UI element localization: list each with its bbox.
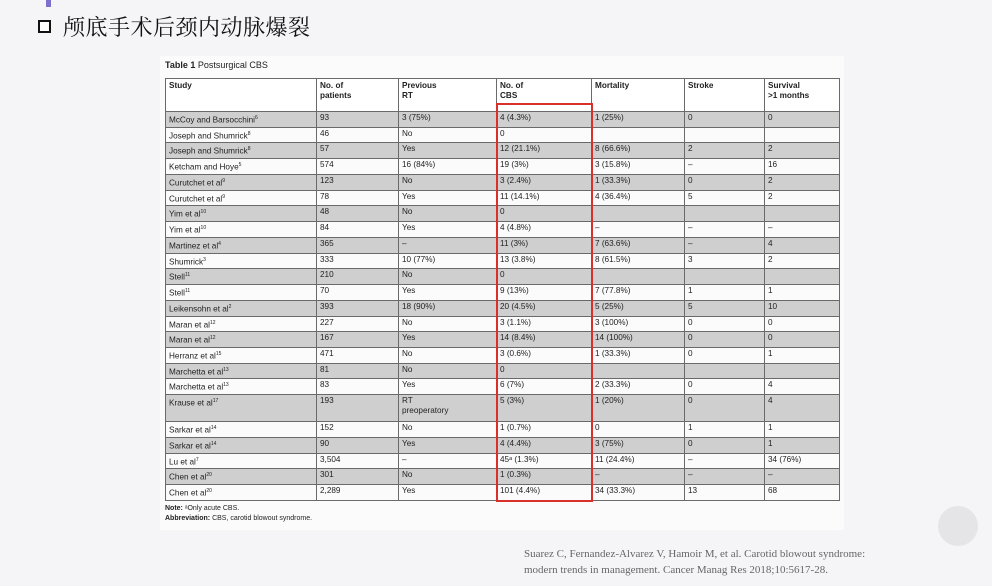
table-row [166, 316, 840, 332]
header-patients: No. of patients [317, 79, 399, 112]
cell-cbs: 9 (13%) [497, 285, 592, 301]
cell-cbs: 45ᵃ (1.3%) [497, 453, 592, 469]
cell-stroke [685, 127, 765, 143]
cell-survival [765, 363, 840, 379]
cell-study: Curutchet et $al^9$ [166, 174, 317, 190]
cell-previous-rt: Yes [399, 485, 497, 501]
table-caption-text: Postsurgical CBS [197, 60, 268, 70]
cell-stroke: 13 [685, 485, 765, 501]
cell-previous-rt: No [399, 174, 497, 190]
cell-study: Yim et $al^{10}$ [166, 222, 317, 238]
cell-previous-rt: 18 (90%) [399, 300, 497, 316]
header-study: Study [166, 79, 317, 112]
cell-mortality: 1 (25%) [592, 112, 685, 128]
cell-patients: 83 [317, 379, 399, 395]
cell-survival: 16 [765, 159, 840, 175]
cell-patients: 227 [317, 316, 399, 332]
cell-cbs: 0 [497, 127, 592, 143]
table-row [166, 253, 840, 269]
table-row [166, 485, 840, 501]
cell-previous-rt: – [399, 453, 497, 469]
cell-mortality [592, 363, 685, 379]
header-mortality: Mortality [592, 79, 685, 112]
cell-previous-rt: Yes [399, 379, 497, 395]
cell-patients: 210 [317, 269, 399, 285]
table-note: Note: ᵃOnly acute CBS. [165, 505, 240, 512]
cell-previous-rt: No [399, 363, 497, 379]
cell-previous-rt: 10 (77%) [399, 253, 497, 269]
cell-previous-rt: 3 (75%) [399, 112, 497, 128]
cell-survival: 0 [765, 332, 840, 348]
cell-mortality: 11 (24.4%) [592, 453, 685, 469]
table-row [166, 332, 840, 348]
cell-cbs: 4 (4.8%) [497, 222, 592, 238]
cell-study: Shumrick$^3$ [166, 253, 317, 269]
cell-stroke: 0 [685, 174, 765, 190]
cell-previous-rt: Yes [399, 222, 497, 238]
cell-stroke: 1 [685, 422, 765, 438]
cell-survival: 2 [765, 174, 840, 190]
cell-patients: 365 [317, 237, 399, 253]
cell-patients: 70 [317, 285, 399, 301]
cell-cbs: 0 [497, 206, 592, 222]
cell-mortality: 8 (66.6%) [592, 143, 685, 159]
cell-patients: 574 [317, 159, 399, 175]
cell-study: Curutchet et $al^9$ [166, 190, 317, 206]
cell-survival: 0 [765, 112, 840, 128]
cell-cbs: 1 (0.7%) [497, 422, 592, 438]
table-row [166, 269, 840, 285]
table-caption [165, 60, 268, 70]
cell-mortality: 5 (25%) [592, 300, 685, 316]
cell-previous-rt: No [399, 127, 497, 143]
cell-survival: 4 [765, 379, 840, 395]
title-bullet-square-icon [38, 20, 51, 33]
table-row [166, 174, 840, 190]
cell-previous-rt: No [399, 469, 497, 485]
cell-study: Maran et $al^{12}$ [166, 332, 317, 348]
table-body [166, 112, 840, 501]
table-abbreviation: Abbreviation: CBS, carotid blowout syndrome. [165, 515, 313, 522]
cell-study: Chen et $al^{20}$ [166, 485, 317, 501]
cell-stroke: 1 [685, 285, 765, 301]
cell-survival: 4 [765, 237, 840, 253]
cell-mortality: 14 (100%) [592, 332, 685, 348]
cell-patients: 90 [317, 437, 399, 453]
table-row [166, 422, 840, 438]
cell-previous-rt: No [399, 422, 497, 438]
cell-mortality: 3 (75%) [592, 437, 685, 453]
cell-study: Lu et $al^7$ [166, 453, 317, 469]
cell-survival: 10 [765, 300, 840, 316]
table-row [166, 285, 840, 301]
cell-patients: 48 [317, 206, 399, 222]
cell-study: Krause et $al^{17}$ [166, 395, 317, 422]
cell-cbs: 4 (4.3%) [497, 112, 592, 128]
table-figure [160, 56, 844, 530]
cell-survival: 2 [765, 253, 840, 269]
cell-study: Sarkar et $al^{14}$ [166, 437, 317, 453]
cell-study: Joseph and Shumrick$^8$ [166, 143, 317, 159]
cell-previous-rt: RT preoperatory [399, 395, 497, 422]
cell-mortality: – [592, 222, 685, 238]
slide-accent-mark [46, 0, 51, 7]
cell-patients: 3,504 [317, 453, 399, 469]
cell-study: Yim et $al^{10}$ [166, 206, 317, 222]
cell-stroke: – [685, 453, 765, 469]
cell-mortality: 4 (36.4%) [592, 190, 685, 206]
cell-patients: 333 [317, 253, 399, 269]
table-caption-label: Table 1 [165, 60, 196, 70]
table-row [166, 127, 840, 143]
cell-cbs: 0 [497, 269, 592, 285]
cell-study: Martinez et $al^4$ [166, 237, 317, 253]
table-row [166, 395, 840, 422]
cell-mortality: 1 (33.3%) [592, 174, 685, 190]
table-row [166, 437, 840, 453]
cell-survival [765, 127, 840, 143]
table-row [166, 206, 840, 222]
cell-patients: 123 [317, 174, 399, 190]
table-notes [165, 504, 312, 524]
cell-mortality: 34 (33.3%) [592, 485, 685, 501]
cell-survival: 1 [765, 348, 840, 364]
slide-title-row [38, 8, 311, 44]
table-row [166, 469, 840, 485]
cell-mortality: 0 [592, 422, 685, 438]
cbs-table [165, 78, 840, 501]
cell-survival: 1 [765, 437, 840, 453]
table-row [166, 190, 840, 206]
cell-previous-rt: No [399, 348, 497, 364]
cell-patients: 93 [317, 112, 399, 128]
cell-mortality [592, 206, 685, 222]
cell-study: Maran et $al^{12}$ [166, 316, 317, 332]
cell-cbs: 1 (0.3%) [497, 469, 592, 485]
cell-stroke: 2 [685, 143, 765, 159]
cell-cbs: 11 (14.1%) [497, 190, 592, 206]
table-row [166, 453, 840, 469]
cell-mortality [592, 127, 685, 143]
cell-study: Stell$^{11}$ [166, 269, 317, 285]
cell-mortality: 3 (15.8%) [592, 159, 685, 175]
cell-stroke: 0 [685, 395, 765, 422]
cell-stroke: 5 [685, 190, 765, 206]
cell-patients: 78 [317, 190, 399, 206]
cell-cbs: 12 (21.1%) [497, 143, 592, 159]
cell-survival: 0 [765, 316, 840, 332]
cell-patients: 471 [317, 348, 399, 364]
header-cbs: No. of CBS [497, 79, 592, 112]
cell-cbs: 6 (7%) [497, 379, 592, 395]
citation-line-2: modern trends in management. Cancer Manag Res 2018;10:5617-28. [524, 564, 828, 576]
cell-previous-rt: Yes [399, 332, 497, 348]
cell-study: Ketcham and Hoye$^5$ [166, 159, 317, 175]
cell-previous-rt: No [399, 316, 497, 332]
cell-survival: 68 [765, 485, 840, 501]
cell-cbs: 20 (4.5%) [497, 300, 592, 316]
cell-previous-rt: No [399, 269, 497, 285]
cell-survival [765, 269, 840, 285]
cell-mortality: 7 (77.8%) [592, 285, 685, 301]
cell-mortality: 2 (33.3%) [592, 379, 685, 395]
cell-survival: 1 [765, 422, 840, 438]
cell-mortality: 7 (63.6%) [592, 237, 685, 253]
cell-survival: 1 [765, 285, 840, 301]
cell-mortality: 3 (100%) [592, 316, 685, 332]
cell-stroke [685, 269, 765, 285]
citation [524, 546, 964, 578]
cell-mortality: 1 (33.3%) [592, 348, 685, 364]
cell-study: Joseph and Shumrick$^8$ [166, 127, 317, 143]
cell-patients: 2,289 [317, 485, 399, 501]
cell-stroke: – [685, 222, 765, 238]
cell-patients: 57 [317, 143, 399, 159]
cell-survival: 2 [765, 143, 840, 159]
cell-survival: 4 [765, 395, 840, 422]
table-row [166, 112, 840, 128]
cell-cbs: 0 [497, 363, 592, 379]
cell-study: Marchetta et $al^{13}$ [166, 363, 317, 379]
cell-stroke: 0 [685, 316, 765, 332]
table-row [166, 379, 840, 395]
cell-stroke: – [685, 469, 765, 485]
cell-study: Marchetta et $al^{13}$ [166, 379, 317, 395]
cell-previous-rt: Yes [399, 285, 497, 301]
cell-study: Chen et $al^{20}$ [166, 469, 317, 485]
cell-cbs: 5 (3%) [497, 395, 592, 422]
cell-stroke: 3 [685, 253, 765, 269]
table-row [166, 159, 840, 175]
cell-mortality: 8 (61.5%) [592, 253, 685, 269]
table-header-row [166, 79, 840, 112]
cell-previous-rt: Yes [399, 437, 497, 453]
cell-mortality [592, 269, 685, 285]
cell-study: Stell$^{11}$ [166, 285, 317, 301]
cell-cbs: 3 (0.6%) [497, 348, 592, 364]
table-row [166, 363, 840, 379]
header-stroke: Stroke [685, 79, 765, 112]
cell-patients: 81 [317, 363, 399, 379]
cell-cbs: 4 (4.4%) [497, 437, 592, 453]
table-row [166, 300, 840, 316]
slide-title: 颅底手术后颈内动脉爆裂 [63, 15, 311, 41]
cell-stroke: 0 [685, 112, 765, 128]
watermark-logo [938, 506, 978, 546]
cell-patients: 301 [317, 469, 399, 485]
cell-stroke: 5 [685, 300, 765, 316]
cell-stroke [685, 206, 765, 222]
header-previous-rt: Previous RT [399, 79, 497, 112]
cell-study: Sarkar et $al^{14}$ [166, 422, 317, 438]
cell-patients: 393 [317, 300, 399, 316]
cell-study: McCoy and Barsocchini$^6$ [166, 112, 317, 128]
cell-mortality: – [592, 469, 685, 485]
cell-stroke: – [685, 159, 765, 175]
cell-stroke [685, 363, 765, 379]
cell-cbs: 14 (8.4%) [497, 332, 592, 348]
cell-patients: 193 [317, 395, 399, 422]
cell-cbs: 3 (2.4%) [497, 174, 592, 190]
cell-study: Herranz et $al^{15}$ [166, 348, 317, 364]
cell-stroke: 0 [685, 379, 765, 395]
cell-patients: 84 [317, 222, 399, 238]
table-row [166, 143, 840, 159]
cell-study: Leikensohn et $al^2$ [166, 300, 317, 316]
cell-patients: 46 [317, 127, 399, 143]
header-survival: Survival >1 months [765, 79, 840, 112]
cell-stroke: – [685, 237, 765, 253]
cell-survival: 2 [765, 190, 840, 206]
cell-patients: 167 [317, 332, 399, 348]
cell-mortality: 1 (20%) [592, 395, 685, 422]
cell-cbs: 11 (3%) [497, 237, 592, 253]
cell-cbs: 13 (3.8%) [497, 253, 592, 269]
table-row [166, 222, 840, 238]
cell-stroke: 0 [685, 348, 765, 364]
cell-previous-rt: 16 (84%) [399, 159, 497, 175]
cell-cbs: 3 (1.1%) [497, 316, 592, 332]
cell-survival: – [765, 222, 840, 238]
table-row [166, 237, 840, 253]
cell-survival: 34 (76%) [765, 453, 840, 469]
cell-survival: – [765, 469, 840, 485]
cell-previous-rt: – [399, 237, 497, 253]
citation-line-1: Suarez C, Fernandez-Alvarez V, Hamoir M, et al. Carotid blowout syndrome: [524, 548, 866, 560]
cell-previous-rt: Yes [399, 143, 497, 159]
table-row [166, 348, 840, 364]
cell-patients: 152 [317, 422, 399, 438]
cell-survival [765, 206, 840, 222]
cell-cbs: 101 (4.4%) [497, 485, 592, 501]
cell-cbs: 19 (3%) [497, 159, 592, 175]
cell-previous-rt: No [399, 206, 497, 222]
cell-stroke: 0 [685, 332, 765, 348]
cell-previous-rt: Yes [399, 190, 497, 206]
cell-stroke: 0 [685, 437, 765, 453]
